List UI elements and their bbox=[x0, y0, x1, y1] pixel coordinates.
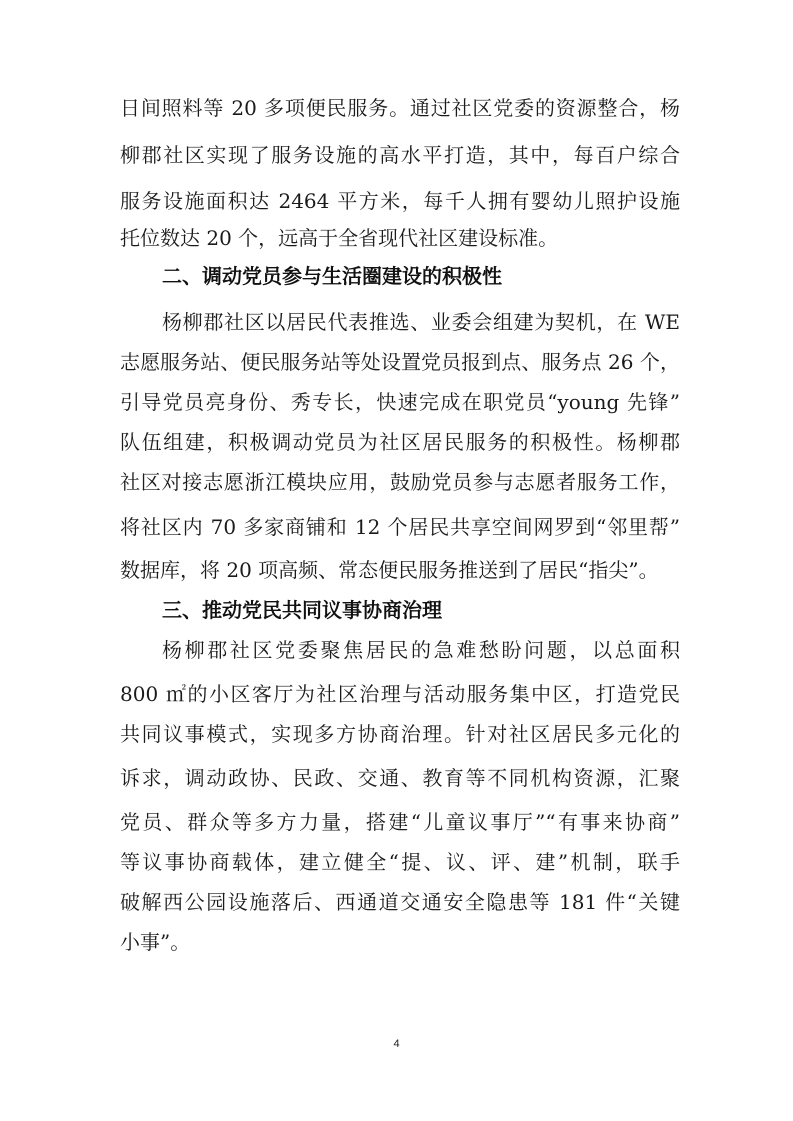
paragraph-line: 托位数达 20 个，远高于全省现代社区建设标准。 bbox=[120, 226, 559, 250]
page-number: 4 bbox=[393, 1038, 400, 1050]
paragraph-line: 党员、群众等多方力量，搭建“儿童议事厅”“有事来协商” bbox=[120, 810, 680, 834]
paragraph-line: 共同议事模式，实现多方协商治理。针对社区居民多元化的 bbox=[120, 722, 680, 746]
paragraph-line: 800 ㎡的小区客厅为社区治理与活动服务集中区，打造党民 bbox=[120, 682, 680, 706]
paragraph-line: 社区对接志愿浙江模块应用，鼓励党员参与志愿者服务工作， bbox=[120, 470, 680, 494]
paragraph-line: 数据库，将 20 项高频、常态便民服务推送到了居民“指尖”。 bbox=[120, 558, 659, 582]
paragraph-line: 志愿服务站、便民服务站等处设置党员报到点、服务点 26 个， bbox=[120, 350, 680, 374]
paragraph-line: 将社区内 70 多家商铺和 12 个居民共享空间网罗到“邻里帮” bbox=[120, 515, 680, 539]
paragraph-line: 等议事协商载体，建立健全“提、议、评、建”机制，联手 bbox=[120, 850, 680, 874]
paragraph-line: 日间照料等 20 多项便民服务。通过社区党委的资源整合，杨 bbox=[120, 96, 680, 120]
paragraph-line: 服务设施面积达 2464 平方米，每千人拥有婴幼儿照护设施 bbox=[120, 189, 680, 213]
paragraph-line: 诉求，调动政协、民政、交通、教育等不同机构资源，汇聚 bbox=[120, 766, 680, 790]
paragraph-line: 柳郡社区实现了服务设施的高水平打造，其中，每百户综合 bbox=[120, 143, 680, 167]
paragraph-line: 杨柳郡社区党委聚焦居民的急难愁盼问题，以总面积 bbox=[162, 638, 680, 662]
paragraph-line: 小事”。 bbox=[120, 930, 191, 954]
section-heading: 三、推动党民共同议事协商治理 bbox=[162, 598, 442, 622]
paragraph-line: 破解西公园设施落后、西通道交通安全隐患等 181 件“关键 bbox=[120, 890, 680, 914]
paragraph-line: 队伍组建，积极调动党员为社区居民服务的积极性。杨柳郡 bbox=[120, 430, 680, 454]
paragraph-line: 引导党员亮身份、秀专长，快速完成在职党员“young 先锋” bbox=[120, 390, 680, 414]
paragraph-line: 杨柳郡社区以居民代表推选、业委会组建为契机，在 WE bbox=[162, 310, 680, 334]
section-heading: 二、调动党员参与生活圈建设的积极性 bbox=[162, 264, 502, 288]
